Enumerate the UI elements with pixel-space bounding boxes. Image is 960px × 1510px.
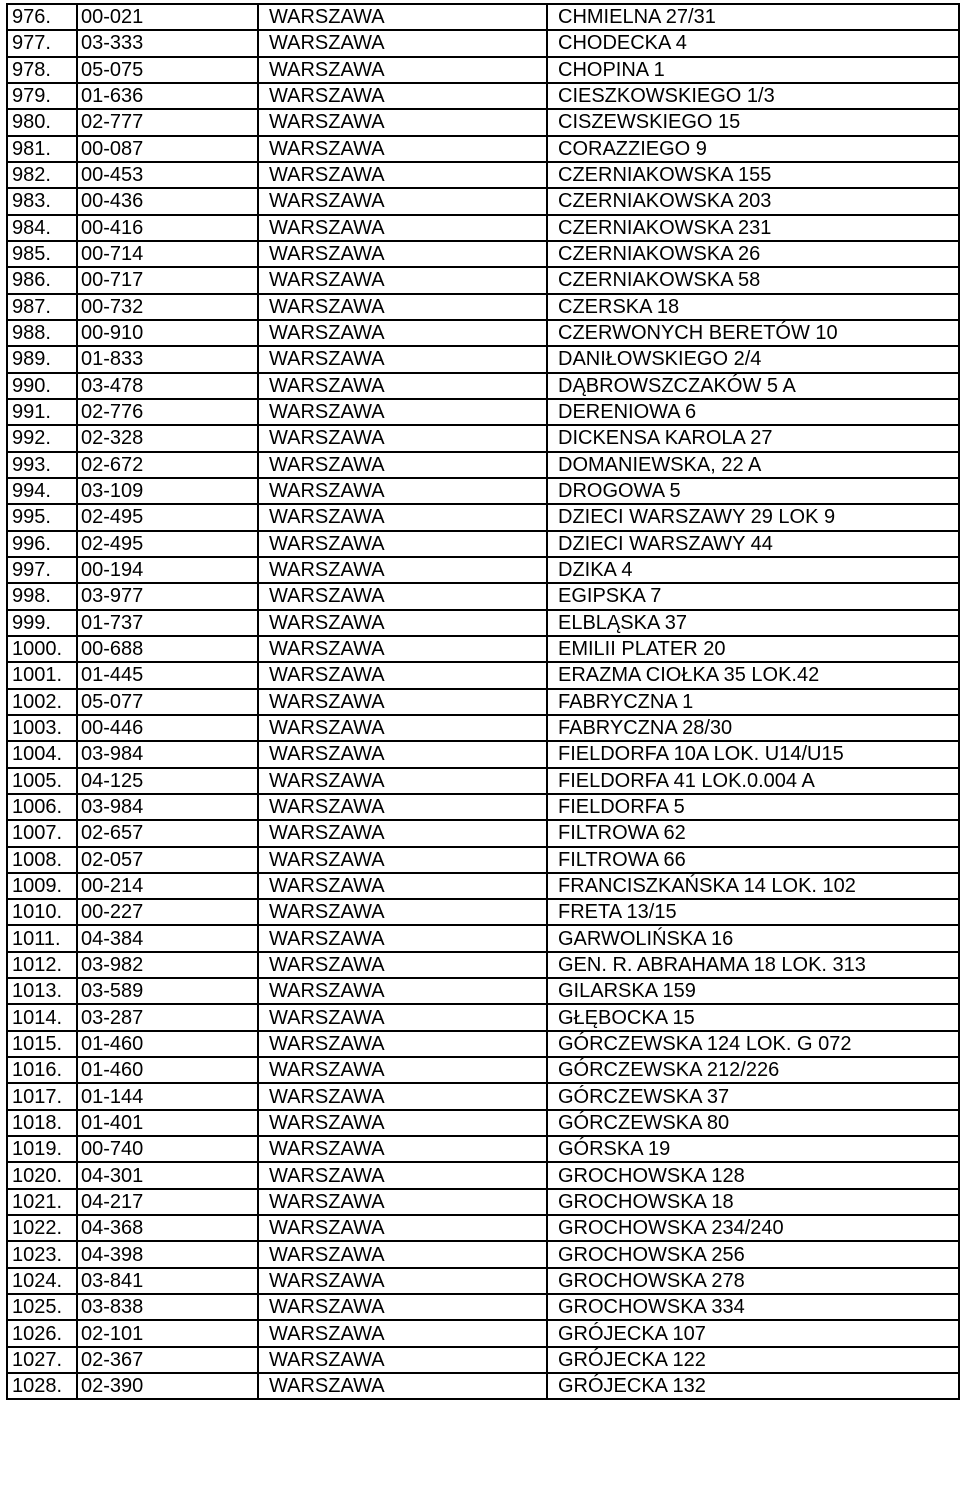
street-address: GEN. R. ABRAHAMA 18 LOK. 313 [547, 952, 959, 978]
row-number: 1018. [7, 1110, 77, 1136]
street-address: DICKENSA KAROLA 27 [547, 425, 959, 451]
table-row [7, 636, 959, 662]
city: WARSZAWA [258, 952, 547, 978]
table-row [7, 1031, 959, 1057]
row-number: 1016. [7, 1057, 77, 1083]
table-row [7, 557, 959, 583]
table-row [7, 188, 959, 214]
street-address: GROCHOWSKA 18 [547, 1189, 959, 1215]
postal-code: 00-194 [77, 557, 258, 583]
row-number: 1017. [7, 1083, 77, 1109]
postal-code: 01-445 [77, 662, 258, 688]
street-address: FIELDORFA 5 [547, 794, 959, 820]
table-row [7, 1215, 959, 1241]
street-address: DOMANIEWSKA, 22 A [547, 452, 959, 478]
table-row [7, 689, 959, 715]
row-number: 1005. [7, 768, 77, 794]
postal-code: 03-841 [77, 1268, 258, 1294]
row-number: 1015. [7, 1031, 77, 1057]
street-address: GRÓJECKA 132 [547, 1373, 959, 1399]
row-number: 1019. [7, 1136, 77, 1162]
table-row [7, 820, 959, 846]
row-number: 992. [7, 425, 77, 451]
street-address: DZIECI WARSZAWY 29 LOK 9 [547, 504, 959, 530]
table-row [7, 346, 959, 372]
street-address: DZIKA 4 [547, 557, 959, 583]
row-number: 988. [7, 320, 77, 346]
city: WARSZAWA [258, 136, 547, 162]
street-address: GROCHOWSKA 128 [547, 1162, 959, 1188]
street-address: GÓRCZEWSKA 80 [547, 1110, 959, 1136]
row-number: 998. [7, 583, 77, 609]
table-row [7, 1136, 959, 1162]
row-number: 976. [7, 4, 77, 30]
table-row [7, 399, 959, 425]
postal-code: 02-777 [77, 109, 258, 135]
table-row [7, 978, 959, 1004]
street-address: CZERNIAKOWSKA 58 [547, 267, 959, 293]
table-row [7, 583, 959, 609]
street-address: CORAZZIEGO 9 [547, 136, 959, 162]
row-number: 977. [7, 30, 77, 56]
postal-code: 02-657 [77, 820, 258, 846]
city: WARSZAWA [258, 610, 547, 636]
street-address: EGIPSKA 7 [547, 583, 959, 609]
city: WARSZAWA [258, 1294, 547, 1320]
row-number: 1003. [7, 715, 77, 741]
table-row [7, 1162, 959, 1188]
street-address: DĄBROWSZCZAKÓW 5 A [547, 373, 959, 399]
postal-code: 03-589 [77, 978, 258, 1004]
postal-code: 04-384 [77, 925, 258, 951]
row-number: 997. [7, 557, 77, 583]
street-address: FIELDORFA 41 LOK.0.004 A [547, 768, 959, 794]
row-number: 1022. [7, 1215, 77, 1241]
street-address: GŁĘBOCKA 15 [547, 1004, 959, 1030]
postal-code: 00-214 [77, 873, 258, 899]
city: WARSZAWA [258, 267, 547, 293]
postal-code: 00-446 [77, 715, 258, 741]
row-number: 1009. [7, 873, 77, 899]
row-number: 995. [7, 504, 77, 530]
row-number: 1027. [7, 1347, 77, 1373]
postal-code: 01-460 [77, 1057, 258, 1083]
row-number: 993. [7, 452, 77, 478]
postal-code: 00-453 [77, 162, 258, 188]
postal-code: 03-838 [77, 1294, 258, 1320]
table-row [7, 1294, 959, 1320]
city: WARSZAWA [258, 689, 547, 715]
postal-code: 01-144 [77, 1083, 258, 1109]
city: WARSZAWA [258, 925, 547, 951]
table-row [7, 899, 959, 925]
city: WARSZAWA [258, 1136, 547, 1162]
street-address: ERAZMA CIOŁKA 35 LOK.42 [547, 662, 959, 688]
city: WARSZAWA [258, 1057, 547, 1083]
city: WARSZAWA [258, 978, 547, 1004]
row-number: 1028. [7, 1373, 77, 1399]
postal-code: 01-636 [77, 83, 258, 109]
table-row [7, 57, 959, 83]
street-address: GROCHOWSKA 256 [547, 1241, 959, 1267]
row-number: 994. [7, 478, 77, 504]
row-number: 999. [7, 610, 77, 636]
table-row [7, 215, 959, 241]
street-address: FRANCISZKAŃSKA 14 LOK. 102 [547, 873, 959, 899]
table-row [7, 1083, 959, 1109]
row-number: 1024. [7, 1268, 77, 1294]
postal-code: 05-077 [77, 689, 258, 715]
street-address: GILARSKA 159 [547, 978, 959, 1004]
city: WARSZAWA [258, 820, 547, 846]
street-address: DANIŁOWSKIEGO 2/4 [547, 346, 959, 372]
row-number: 1013. [7, 978, 77, 1004]
city: WARSZAWA [258, 83, 547, 109]
table-row [7, 925, 959, 951]
row-number: 985. [7, 241, 77, 267]
postal-code: 02-495 [77, 531, 258, 557]
street-address: CHOPINA 1 [547, 57, 959, 83]
city: WARSZAWA [258, 1004, 547, 1030]
street-address: GÓRCZEWSKA 37 [547, 1083, 959, 1109]
city: WARSZAWA [258, 425, 547, 451]
table-row [7, 662, 959, 688]
city: WARSZAWA [258, 294, 547, 320]
postal-code: 03-984 [77, 741, 258, 767]
postal-code: 00-021 [77, 4, 258, 30]
city: WARSZAWA [258, 794, 547, 820]
table-row [7, 136, 959, 162]
postal-code: 02-057 [77, 847, 258, 873]
street-address: GRÓJECKA 122 [547, 1347, 959, 1373]
row-number: 984. [7, 215, 77, 241]
postal-code: 04-217 [77, 1189, 258, 1215]
city: WARSZAWA [258, 215, 547, 241]
postal-code: 00-717 [77, 267, 258, 293]
table-row [7, 1347, 959, 1373]
postal-code: 00-732 [77, 294, 258, 320]
street-address: FABRYCZNA 28/30 [547, 715, 959, 741]
street-address: GRÓJECKA 107 [547, 1320, 959, 1346]
table-row [7, 452, 959, 478]
table-row [7, 1268, 959, 1294]
row-number: 1021. [7, 1189, 77, 1215]
city: WARSZAWA [258, 399, 547, 425]
city: WARSZAWA [258, 320, 547, 346]
street-address: CZERNIAKOWSKA 203 [547, 188, 959, 214]
table-row [7, 768, 959, 794]
postal-code: 01-460 [77, 1031, 258, 1057]
city: WARSZAWA [258, 478, 547, 504]
street-address: DZIECI WARSZAWY 44 [547, 531, 959, 557]
city: WARSZAWA [258, 162, 547, 188]
postal-code: 02-367 [77, 1347, 258, 1373]
row-number: 978. [7, 57, 77, 83]
postal-code: 00-714 [77, 241, 258, 267]
street-address: CHODECKA 4 [547, 30, 959, 56]
city: WARSZAWA [258, 583, 547, 609]
postal-code: 03-109 [77, 478, 258, 504]
street-address: GÓRSKA 19 [547, 1136, 959, 1162]
postal-code: 02-390 [77, 1373, 258, 1399]
row-number: 1011. [7, 925, 77, 951]
street-address: CZERNIAKOWSKA 26 [547, 241, 959, 267]
postal-code: 00-740 [77, 1136, 258, 1162]
city: WARSZAWA [258, 1031, 547, 1057]
table-row [7, 1110, 959, 1136]
city: WARSZAWA [258, 188, 547, 214]
city: WARSZAWA [258, 373, 547, 399]
table-row [7, 1057, 959, 1083]
row-number: 983. [7, 188, 77, 214]
postal-code: 00-910 [77, 320, 258, 346]
city: WARSZAWA [258, 1320, 547, 1346]
street-address: CZERWONYCH BERETÓW 10 [547, 320, 959, 346]
street-address: FIELDORFA 10A LOK. U14/U15 [547, 741, 959, 767]
city: WARSZAWA [258, 1373, 547, 1399]
city: WARSZAWA [258, 715, 547, 741]
postal-code: 01-737 [77, 610, 258, 636]
street-address: DROGOWA 5 [547, 478, 959, 504]
postal-code: 02-328 [77, 425, 258, 451]
city: WARSZAWA [258, 1083, 547, 1109]
address-table-body [7, 4, 959, 1399]
postal-code: 02-101 [77, 1320, 258, 1346]
address-table [6, 3, 960, 1400]
city: WARSZAWA [258, 241, 547, 267]
postal-code: 03-478 [77, 373, 258, 399]
postal-code: 00-416 [77, 215, 258, 241]
city: WARSZAWA [258, 531, 547, 557]
street-address: DERENIOWA 6 [547, 399, 959, 425]
table-row [7, 109, 959, 135]
postal-code: 04-125 [77, 768, 258, 794]
row-number: 982. [7, 162, 77, 188]
table-row [7, 794, 959, 820]
table-row [7, 294, 959, 320]
row-number: 1004. [7, 741, 77, 767]
postal-code: 04-368 [77, 1215, 258, 1241]
postal-code: 02-776 [77, 399, 258, 425]
postal-code: 04-398 [77, 1241, 258, 1267]
city: WARSZAWA [258, 57, 547, 83]
street-address: CIESZKOWSKIEGO 1/3 [547, 83, 959, 109]
table-row [7, 478, 959, 504]
postal-code: 00-688 [77, 636, 258, 662]
street-address: FILTROWA 62 [547, 820, 959, 846]
table-row [7, 4, 959, 30]
row-number: 986. [7, 267, 77, 293]
row-number: 1025. [7, 1294, 77, 1320]
city: WARSZAWA [258, 899, 547, 925]
table-row [7, 1189, 959, 1215]
table-row [7, 1373, 959, 1399]
city: WARSZAWA [258, 662, 547, 688]
street-address: GÓRCZEWSKA 212/226 [547, 1057, 959, 1083]
postal-code: 04-301 [77, 1162, 258, 1188]
street-address: CISZEWSKIEGO 15 [547, 109, 959, 135]
street-address: CZERSKA 18 [547, 294, 959, 320]
table-row [7, 847, 959, 873]
row-number: 1014. [7, 1004, 77, 1030]
postal-code: 03-333 [77, 30, 258, 56]
row-number: 1023. [7, 1241, 77, 1267]
postal-code: 00-436 [77, 188, 258, 214]
table-row [7, 741, 959, 767]
city: WARSZAWA [258, 30, 547, 56]
table-row [7, 1004, 959, 1030]
row-number: 996. [7, 531, 77, 557]
row-number: 987. [7, 294, 77, 320]
street-address: CZERNIAKOWSKA 155 [547, 162, 959, 188]
postal-code: 03-984 [77, 794, 258, 820]
table-row [7, 162, 959, 188]
row-number: 1026. [7, 1320, 77, 1346]
street-address: FILTROWA 66 [547, 847, 959, 873]
city: WARSZAWA [258, 504, 547, 530]
street-address: CHMIELNA 27/31 [547, 4, 959, 30]
row-number: 1002. [7, 689, 77, 715]
postal-code: 01-833 [77, 346, 258, 372]
city: WARSZAWA [258, 1241, 547, 1267]
city: WARSZAWA [258, 741, 547, 767]
city: WARSZAWA [258, 452, 547, 478]
postal-code: 00-087 [77, 136, 258, 162]
city: WARSZAWA [258, 1347, 547, 1373]
city: WARSZAWA [258, 1162, 547, 1188]
city: WARSZAWA [258, 1189, 547, 1215]
table-row [7, 1320, 959, 1346]
city: WARSZAWA [258, 873, 547, 899]
table-row [7, 873, 959, 899]
street-address: ELBLĄSKA 37 [547, 610, 959, 636]
street-address: FRETA 13/15 [547, 899, 959, 925]
city: WARSZAWA [258, 1268, 547, 1294]
row-number: 1012. [7, 952, 77, 978]
table-row [7, 320, 959, 346]
street-address: GROCHOWSKA 234/240 [547, 1215, 959, 1241]
postal-code: 03-977 [77, 583, 258, 609]
table-row [7, 267, 959, 293]
table-row [7, 952, 959, 978]
row-number: 1000. [7, 636, 77, 662]
city: WARSZAWA [258, 847, 547, 873]
row-number: 981. [7, 136, 77, 162]
row-number: 980. [7, 109, 77, 135]
postal-code: 03-287 [77, 1004, 258, 1030]
row-number: 991. [7, 399, 77, 425]
city: WARSZAWA [258, 1215, 547, 1241]
postal-code: 02-672 [77, 452, 258, 478]
row-number: 1001. [7, 662, 77, 688]
city: WARSZAWA [258, 346, 547, 372]
street-address: CZERNIAKOWSKA 231 [547, 215, 959, 241]
row-number: 1006. [7, 794, 77, 820]
table-row [7, 425, 959, 451]
city: WARSZAWA [258, 768, 547, 794]
row-number: 979. [7, 83, 77, 109]
street-address: EMILII PLATER 20 [547, 636, 959, 662]
postal-code: 01-401 [77, 1110, 258, 1136]
street-address: FABRYCZNA 1 [547, 689, 959, 715]
city: WARSZAWA [258, 1110, 547, 1136]
street-address: GÓRCZEWSKA 124 LOK. G 072 [547, 1031, 959, 1057]
city: WARSZAWA [258, 557, 547, 583]
table-row [7, 373, 959, 399]
street-address: GARWOLIŃSKA 16 [547, 925, 959, 951]
street-address: GROCHOWSKA 278 [547, 1268, 959, 1294]
city: WARSZAWA [258, 109, 547, 135]
row-number: 1020. [7, 1162, 77, 1188]
city: WARSZAWA [258, 636, 547, 662]
table-row [7, 1241, 959, 1267]
postal-code: 05-075 [77, 57, 258, 83]
table-row [7, 241, 959, 267]
table-row [7, 531, 959, 557]
table-row [7, 610, 959, 636]
row-number: 1008. [7, 847, 77, 873]
table-row [7, 715, 959, 741]
table-row [7, 504, 959, 530]
postal-code: 03-982 [77, 952, 258, 978]
table-row [7, 83, 959, 109]
postal-code: 00-227 [77, 899, 258, 925]
row-number: 990. [7, 373, 77, 399]
street-address: GROCHOWSKA 334 [547, 1294, 959, 1320]
row-number: 1010. [7, 899, 77, 925]
row-number: 1007. [7, 820, 77, 846]
city: WARSZAWA [258, 4, 547, 30]
postal-code: 02-495 [77, 504, 258, 530]
table-row [7, 30, 959, 56]
row-number: 989. [7, 346, 77, 372]
